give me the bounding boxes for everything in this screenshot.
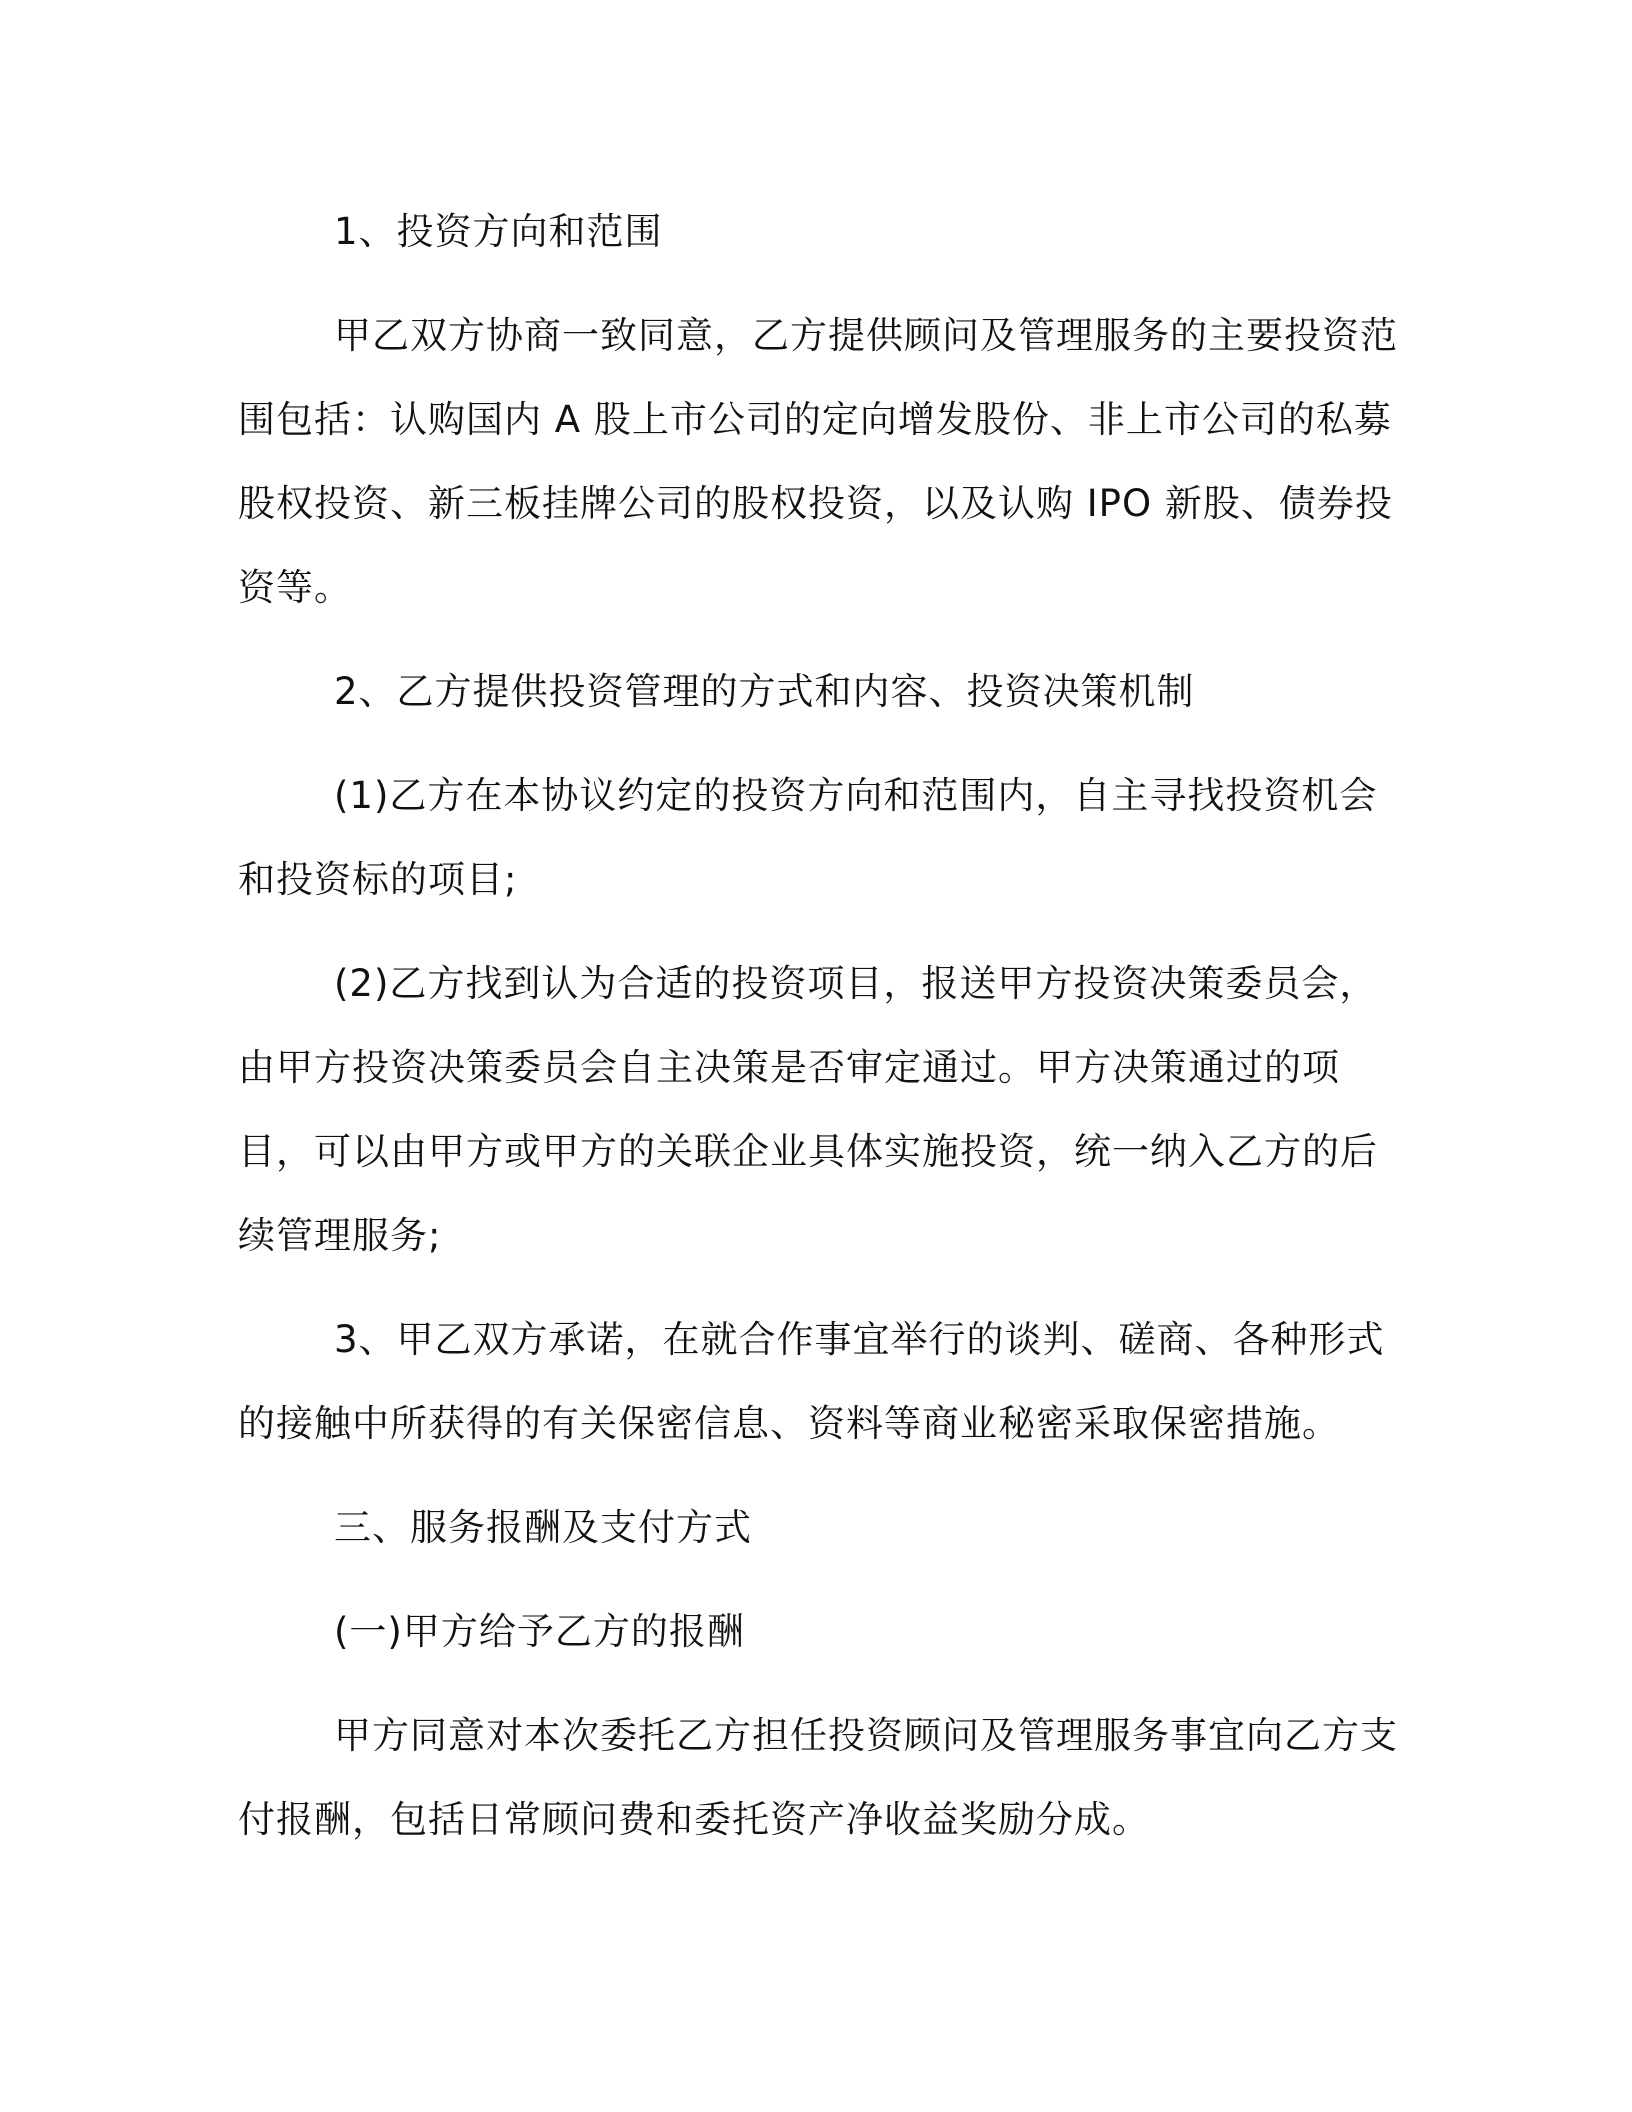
section-heading-investment-scope: 1、投资方向和范围 [334, 210, 663, 253]
paragraph-clause-2: (2)乙方找到认为合适的投资项目，报送甲方投资决策委员会，由甲方投资决策委员会自主决策是否审定通过。甲方决策通过的项目，可以由甲方或甲方的关联企业具体实施投资，统一纳入乙方的后续管理服务; [238, 962, 1378, 1257]
document-body [238, 190, 1398, 1882]
subsection-heading-remuneration-to-party-b: (一)甲方给予乙方的报酬 [334, 1610, 745, 1653]
paragraph-clause-1: (1)乙方在本协议约定的投资方向和范围内，自主寻找投资机会和投资标的项目; [238, 774, 1378, 901]
section-heading-remuneration: 三、服务报酬及支付方式 [334, 1506, 752, 1549]
paragraph-confidentiality: 3、甲乙双方承诺，在就合作事宜举行的谈判、磋商、各种形式的接触中所获得的有关保密信息、资料等商业秘密采取保密措施。 [238, 1318, 1385, 1445]
paragraph-remuneration: 甲方同意对本次委托乙方担任投资顾问及管理服务事宜向乙方支付报酬，包括日常顾问费和委托资产净收益奖励分成。 [238, 1714, 1398, 1841]
section-heading-management-method: 2、乙方提供投资管理的方式和内容、投资决策机制 [334, 670, 1195, 713]
paragraph-investment-scope: 甲乙双方协商一致同意，乙方提供顾问及管理服务的主要投资范围包括：认购国内 A 股上市公司的定向增发股份、非上市公司的私募股权投资、新三板挂牌公司的股权投资，以及认购 IPO 新股、债券投资等。 [238, 314, 1398, 609]
